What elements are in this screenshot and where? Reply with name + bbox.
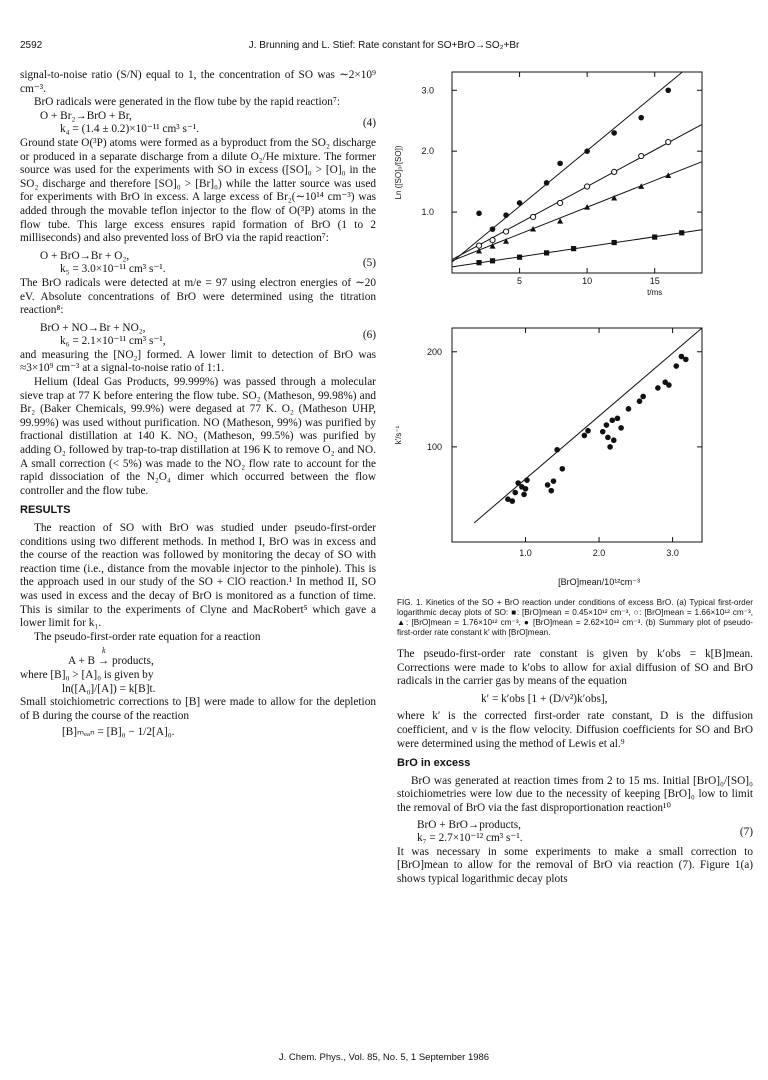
data-point — [554, 447, 560, 453]
paragraph: It was necessary in some experiments to make a small correction to [BrO]mean to allow for the removal of BrO via reaction (7). Figure 1(a) shows typical logarithmic decay plots — [397, 845, 753, 885]
paragraph: signal-to-noise ratio (S/N) equal to 1, the concentration of SO was ∼2×10⁹ cm⁻³. — [20, 69, 376, 95]
fit-line — [452, 124, 702, 259]
equation-number: (5) — [362, 256, 376, 269]
diffusion-equation: k′ = k′obs [1 + (D/v²)k′obs], — [481, 692, 608, 705]
paragraph: The BrO radicals were detected at m/e = 97 using electron energies of ∼20 eV. Absolute concentrations of BrO were determined using the titration reaction⁸: — [20, 276, 376, 317]
data-point — [584, 148, 590, 154]
data-point — [558, 200, 563, 205]
running-title: J. Brunning and L. Stief: Rate constant for SO+BrO→SO₂+Br — [248, 40, 520, 51]
equation-line: O + Br₂→BrO + Br, — [40, 109, 132, 122]
data-point — [557, 161, 563, 167]
data-point — [615, 416, 621, 422]
data-point — [585, 428, 591, 434]
equation-number: (7) — [739, 825, 753, 838]
x-tick-label: 15 — [649, 276, 660, 286]
data-point — [582, 433, 588, 439]
data-point — [626, 406, 632, 412]
paragraph: BrO radicals were generated in the flow tube by the rapid reaction⁷: — [34, 96, 341, 109]
equation-line: BrO + BrO→products, — [417, 818, 521, 831]
equation-6 — [20, 322, 376, 349]
data-point — [503, 212, 509, 218]
equation-5 — [20, 250, 376, 277]
equation-number: (6) — [362, 328, 376, 341]
section-heading: BrO in excess — [397, 757, 471, 770]
data-point — [607, 444, 613, 450]
paragraph: Small stoichiometric corrections to [B] were made to allow for the depletion of B during the course of the reaction — [20, 696, 376, 722]
paragraph: where k′ is the corrected first-order rate constant, D is the diffusion coefficient, and v is the flow velocity. Diffusion coefficients for SO and BrO were determined using the method of Lewis et al.⁹ — [397, 710, 753, 750]
data-point — [490, 226, 496, 232]
paragraph: Helium (Ideal Gas Products, 99.999%) was passed through a molecular sieve trap at 77 K before entering the flow tube. SO₂ (Matheson, 99.98%) and Br₂ (Baker Chemicals, 99.9%) were degased at 77 K. O₂ (Matheson UHP, 99.99%) was used without purification. NO (Matheson, 99%) was purified by fractional distillation at 140 K. NO₂ (Matheson, 99.5%) was purified by adding O₂ followed by trap-to-trap distillation at 196 K to remove O₂ and NO. A small correction (< 5%) was made to the NO₂ flow rate to account for the rapid dissociation of the N₂O₄ dimer which occurred between the flow controller and the flow tube. — [20, 376, 376, 497]
fit-line — [452, 162, 702, 261]
data-point — [655, 385, 661, 391]
data-point — [559, 466, 565, 472]
equation-line: BrO + NO→Br + NO₂, — [40, 321, 146, 334]
data-point — [512, 490, 518, 496]
x-axis-label: t/ms — [647, 288, 663, 297]
data-point — [530, 226, 536, 232]
equation-line: O + BrO→Br + O₂, — [40, 249, 130, 262]
data-point — [618, 425, 624, 431]
data-point — [521, 492, 527, 498]
data-point — [517, 200, 523, 206]
page-number: 2592 — [20, 40, 43, 51]
data-point — [571, 246, 576, 251]
x-tick-label: 5 — [517, 276, 523, 286]
data-point — [524, 477, 530, 483]
equation-7 — [397, 819, 753, 846]
data-point — [666, 139, 671, 144]
y-tick-label: 1.0 — [421, 207, 434, 218]
x-tick-label: 2.0 — [592, 548, 606, 558]
left-column — [20, 69, 376, 740]
data-point — [490, 258, 495, 263]
y-axis-label: k′/s⁻¹ — [394, 425, 403, 445]
equation-4 — [20, 110, 376, 137]
equation-line: k₄ = (1.4 ± 0.2)×10⁻¹¹ cm³ s⁻¹. — [60, 123, 200, 136]
data-point — [551, 478, 557, 484]
y-tick-label: 200 — [426, 346, 442, 357]
section-heading: RESULTS — [20, 504, 71, 517]
equation-line: k₆ = 2.1×10⁻¹¹ cm³ s⁻¹, — [60, 335, 166, 348]
paragraph: where [B]₀ > [A]₀ is given by — [20, 668, 154, 681]
x-axis-label: [BrO]mean/10¹²cm⁻³ — [558, 577, 640, 587]
data-point — [545, 482, 551, 488]
right-column — [397, 598, 753, 887]
data-point — [544, 180, 550, 186]
data-point — [503, 229, 508, 234]
data-point — [604, 422, 610, 428]
data-point — [530, 214, 535, 219]
x-tick-label: 10 — [582, 276, 593, 286]
data-point — [679, 230, 684, 235]
rate-equation — [20, 647, 376, 669]
paragraph: The reaction of SO with BrO was studied under pseudo-first-order conditions using two different methods. In method I, BrO was in excess and the course of the reaction was followed by monitoring the decay of SO with reaction time (i.e., distance from the movable injector to the pinhole). This is the approach used in our study of the SO + ClO reaction.¹ In method II, SO was used in excess and the decay of BrO is monitored as a function of time. This is similar to the experiments of Clyne and MacRobert⁵ which gave a lower limit for k₁. — [20, 522, 376, 630]
data-point — [600, 429, 606, 435]
paragraph: Ground state O(³P) atoms were formed as a byproduct from the SO₂ discharge or produced in a separate discharge from a dilute O₂/He mixture. The former source was used for the experiments with SO in excess ([SO]₀ > [O]₀ in the SO₂ discharge and therefore [SO]₀ > [Br]₀) while the latter source was used for experiments with BrO in excess. A large excess of Br₂(∼10¹⁴ cm⁻³) was added through the movable teflon injector to the flow of O(³P) atoms in the flow tube. This large excess ensures rapid formation of BrO (1 to 2 milliseconds) and also prevented loss of BrO via the rapid reaction⁷: — [20, 136, 376, 245]
figure-1b-chart — [380, 320, 710, 592]
y-tick-label: 100 — [426, 441, 442, 452]
data-point — [673, 363, 679, 369]
y-tick-label: 2.0 — [421, 146, 434, 157]
figure-caption: FIG. 1. Kinetics of the SO + BrO reaction under conditions of excess BrO. (a) Typical first-order logarithmic decay plots of SO: ■: [BrO]mean = 0.45×10¹² cm⁻³, ○: [BrO]mean = 1.66×10¹² cm⁻³, ▲: [BrO]mean = 1.76×10¹² cm⁻³, ● [BrO]mean = 2.62×10¹² cm⁻³. (b) Summary plot of pseudo-first-order rate constant k′ with [BrO]mean. — [397, 598, 753, 637]
data-point — [476, 243, 481, 248]
fit-line — [452, 230, 702, 267]
data-point — [517, 255, 522, 260]
data-point — [605, 435, 611, 441]
equation-line: A + B → products, — [68, 655, 154, 668]
data-point — [637, 398, 643, 404]
ln-equation: ln([A₀]/[A]) = k[B]t. — [62, 682, 156, 695]
data-point — [683, 357, 689, 363]
data-point — [665, 172, 671, 178]
data-point — [585, 184, 590, 189]
x-tick-label: 3.0 — [666, 548, 679, 558]
data-point — [665, 87, 671, 93]
data-point — [638, 115, 644, 121]
equation-line: k₅ = 3.0×10⁻¹¹ cm³ s⁻¹. — [60, 263, 166, 276]
fit-line — [474, 328, 702, 523]
equation-number: (4) — [362, 116, 376, 129]
rate-constant-label: k — [102, 646, 106, 656]
data-point — [509, 498, 515, 504]
data-point — [639, 153, 644, 158]
data-point — [476, 211, 482, 217]
data-point — [611, 130, 617, 136]
data-point — [544, 250, 549, 255]
paragraph: and measuring the [NO₂] formed. A lower limit to detection of BrO was ≈3×10⁹ cm⁻³ at a signal-to-noise ratio of 1:1. — [20, 348, 376, 375]
data-point — [476, 260, 481, 265]
data-point — [666, 382, 672, 388]
data-point — [548, 488, 554, 494]
data-point — [490, 238, 495, 243]
figure-1a-chart — [380, 60, 710, 310]
data-point — [611, 437, 617, 443]
data-point — [640, 394, 646, 400]
data-point — [612, 169, 617, 174]
y-tick-label: 3.0 — [421, 85, 434, 96]
fit-line — [452, 72, 682, 262]
paragraph: The pseudo-first-order rate equation for a reaction — [34, 630, 261, 643]
plot-frame — [452, 72, 702, 273]
paragraph: The pseudo-first-order rate constant is given by k′obs = k[B]mean. Corrections were made to k′obs to allow for axial diffusion of SO and BrO radicals in the carrier gas by means of the equation — [397, 648, 753, 688]
data-point — [609, 417, 615, 423]
y-axis-label: Ln ([SO]₀/[SO]) — [394, 145, 403, 200]
paragraph: BrO was generated at reaction times from 2 to 15 ms. Initial [BrO]₀/[SO]₀ stoichiometries were low due to the necessity of keeping [BrO]₀ low to limit the removal of BrO via the fast disproportionation reaction¹⁰ — [397, 774, 753, 814]
bmean-equation: [B]ₘₑₐₙ = [B]₀ − 1/2[A]₀. — [62, 726, 175, 739]
data-point — [523, 486, 529, 492]
data-point — [652, 234, 657, 239]
journal-footer: J. Chem. Phys., Vol. 85, No. 5, 1 September 1986 — [278, 1052, 490, 1063]
data-point — [612, 240, 617, 245]
x-tick-label: 1.0 — [519, 548, 532, 558]
equation-line: k₇ = 2.7×10⁻¹² cm³ s⁻¹. — [417, 832, 523, 845]
